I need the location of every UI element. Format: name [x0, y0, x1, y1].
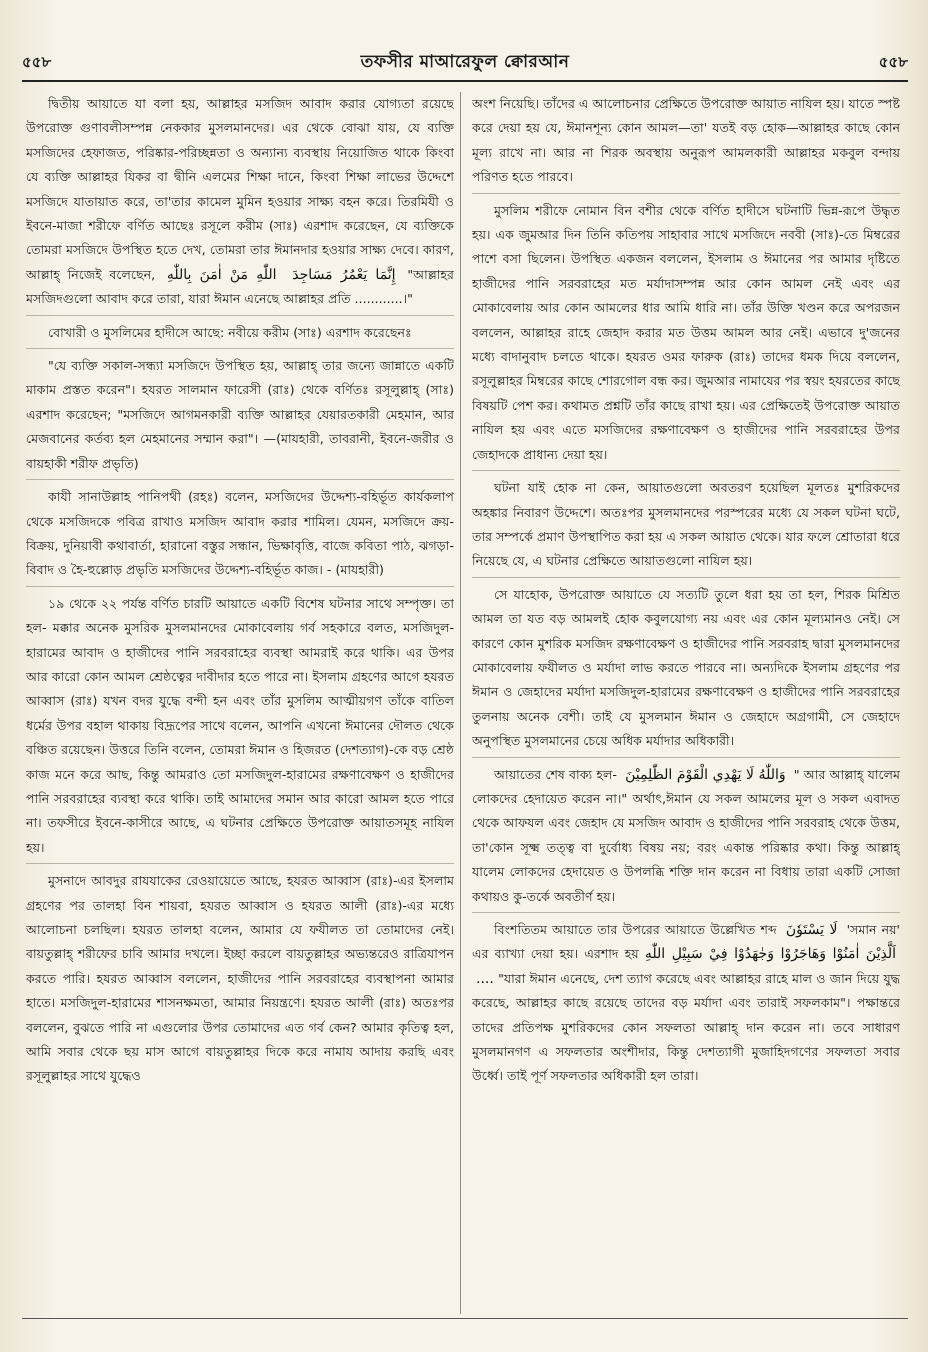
- paragraph: মুসনাদে আবদুর রাযযাকের রেওয়ায়েতে আছে, হযরত আব্বাস (রাঃ)-এর ইসলাম গ্রহণের পর তালহা বিন শায়বা, হযরত আব্বাস ও হযরত আলী (রাঃ)-এর মধ্যে আলোচনা চলছিল। হযরত তালহা বলেন, আমার যে ফযীলত তা তোমাদের নেই। বায়তুল্লাহ্ শরীফের চাবি আমার দখলে। ইচ্ছা করলে বায়তুল্লাহর অভ্যন্তরেও রাত্রিযাপন করতে পারি। হযরত আব্বাস বললেন, হাজীদের পানি সরবরাহের ব্যবস্থাপনা আমার হাতে। মসজিদুল-হারামের শাসনক্ষমতা, আমার নিয়ন্ত্রণে। হযরত আলী (রাঃ) অতঃপর বললেন, বুঝতে পারি না এগুলোর উপর তোমাদের এত গর্ব কেন? আমার কৃতিত্ব হল, আমি সবার থেকে ছয় মাস আগে বায়তুল্লাহর দিকে করে নামায আদায় করছি এবং রসূলুল্লাহর সাথে যুদ্ধেও: [26, 873, 454, 1084]
- arabic-verse: وَاللّٰهُ لَا يَهْدِي الْقَوْمَ الظّٰلِمِيْنَ: [625, 766, 786, 783]
- paragraph: দ্বিতীয় আয়াতে যা বলা হয়, আল্লাহর মসজিদ আবাদ করার যোগ্যতা রয়েছে উপরোক্ত গুণাবলীসম্পন্ন নেককার মুসলমানদের। এর থেকে বোঝা যায়, যে ব্যক্তি মসজিদের হেফাজত, পরিষ্কার-পরিচ্ছন্নতা ও অন্যান্য ব্যবস্থায় নিয়োজিত থাকে কিংবা যে ব্যক্তি আল্লাহর যিকর বা দ্বীনি এলমের শিক্ষা দানে, কিংবা শিক্ষা লাভের উদ্দেশে মসজিদে যাতায়াত করে, তা'তার কামেল মুমিন হওয়ার সাক্ষ্য বহন করে। তিরমিযী ও ইবনে-মাজা শরীফে বর্ণিত আছেঃ রসূলে করীম (সাঃ) এরশাদ করেছেন, যে ব্যক্তিকে তোমরা মসজিদে উপস্থিত হতে দেখ, তোমরা তার ঈমানদার হওয়ার সাক্ষ্য দেবে। কারণ, আল্লাহ্ নিজেই বলেছেন, إِنَّمَا يَعْمُرُ مَسَاجِدَ اللّٰهِ مَنْ اٰمَنَ بِاللّٰهِ "আল্লাহর মসজিদগুলো আবাদ করে তারা, যারা ঈমান এনেছে আল্লাহর প্রতি ............।": [26, 92, 454, 316]
- right-column: [472, 92, 900, 1314]
- footer-rule: [22, 1318, 908, 1319]
- paragraph: বোখারী ও মুসলিমের হাদীসে আছে: নবীয়ে করীম (সাঃ) এরশাদ করেছেনঃ: [26, 321, 454, 349]
- paragraph: সে যাহোক, উপরোক্ত আয়াতে যে সত্যটি তুলে ধরা হয় তা হল, শিরক মিশ্রিত আমল তা যত বড় আমলই হোক কবুলযোগ্য নয় এবং এর কোন মূল্যমানও নেই। সে কারণে কোন মুশরিক মসজিদ রক্ষণাবেক্ষণ ও হাজীদের পানি সরবরাহ দ্বারা মুসলমানদের মোকাবেলায় ফযীলত ও মর্যাদা লাভ করতে পারবে না। অন্যদিকে ইসলাম গ্রহণের পর ঈমান ও জেহাদের মর্যাদা মসজিদুল-হারামের রক্ষণাবেক্ষণ ও হাজীদের পানি সরবরাহের তুলনায় অনেক বেশী। তাই যে মুসলমান ঈমান ও জেহাদে অগ্রগামী, সে জেহাদে অনুপস্থিত মুসলমানের চেয়ে অধিক মর্যাদার অধিকারী।: [472, 583, 900, 758]
- paragraph: ১৯ থেকে ২২ পর্যন্ত বর্ণিত চারটি আয়াতে একটি বিশেষ ঘটনার সাথে সম্পৃক্ত। তা হল- মক্কার অনেক মুসরিক মুসলমানদের মোকাবেলায় গর্ব সহকারে বলত, মসজিদুল-হারামের আবাদ ও হাজীদের পানি সরবরাহের ব্যবস্থা আমরাই করে থাকি। এর উপর আর কারো কোন আমল শ্রেষ্ঠত্বের দাবীদার হতে পারে না। ইসলাম গ্রহণের আগে হযরত আব্বাস (রাঃ) যখন বদর যুদ্ধে বন্দী হন এবং তাঁর মুসলিম আত্মীয়গণ তাঁকে বাতিল ধর্মের উপর বহাল থাকায় বিদ্রূপের সাথে বলেন, আপনি এখনো ঈমানের দৌলত থেকে বঞ্চিত রয়েছেন। উত্তরে তিনি বলেন, তোমরা ঈমান ও হিজরত (দেশত্যাগ)-কে বড় শ্রেষ্ঠ কাজ মনে করে আছ, কিন্তু আমরাও তো মসজিদুল-হারামের রক্ষণাবেক্ষণ ও হাজীদের পানি সরবরাহের ব্যবস্থা করে থাকি। তাই আমাদের সমান আর কারো আমল হতে পারে না। তফসীরে ইবনে-কাসীরে আছে, এ ঘটনার প্রেক্ষিতে উপরোক্ত আয়াতসমূহ নাযিল হয়।: [26, 592, 454, 864]
- paragraph: বিংশতিতম আয়াতে তার উপরের আয়াতে উল্লেখিত শব্দ لَا يَسْتَوٗنَ 'সমান নয়' এর ব্যাখ্যা দেয়া হয়। এরশাদ হয় اَلَّذِيْنَ اٰمَنُوْا وَهَاجَرُوْا وَجٰهَدُوْا فِيْ سَبِيْلِ اللّٰهِ .... "যারা ঈমান এনেছে, দেশ ত্যাগ করেছে এবং আল্লাহর রাহে মাল ও জান দিয়ে যুদ্ধ করেছে, আল্লাহর কাছে রয়েছে তাদের বড় মর্যাদা এবং তারাই সফলকাম"। পক্ষান্তরে তাদের প্রতিপক্ষ মুশরিকদের কোন সফলতা আল্লাহ্ দান করেন না। তবে সাধারণ মুসলমানগণ এ সফলতার অংশীদার, কিন্তু দেশত্যাগী মুজাহিদগণের সফলতা সবার উর্ধ্বে। তাই পূর্ণ সফলতার অধিকারী হল তারা।: [472, 922, 900, 1084]
- running-title: তফসীর মাআরেফুল ক্বোরআন: [360, 52, 570, 72]
- arabic-verse: لَا يَسْتَوٗنَ: [785, 922, 838, 938]
- page-number-right: ৫৫৮: [878, 52, 908, 71]
- paragraph: মুসলিম শরীফে নোমান বিন বশীর থেকে বর্ণিত হাদীসে ঘটনাটি ভিন্ন-রূপে উদ্ধৃত হয়। এক জুমআর দিন তিনি কতিপয় সাহাবার সাথে মসজিদে নববী (সাঃ)-তে মিম্বরের পাশে বসা ছিলেন। উপস্থিত একজন বললেন, ইসলাম ও ঈমানের পর আমার দৃষ্টিতে হাজীদের পানি সরবরাহের মত মর্যাদাসম্পন্ন আর কোন আমল নেই এবং এর মোকাবেলায় আর কোন আমলের ধার আমি ধারি না। তাঁর উক্তি খণ্ডন করে অপরজন বললেন, আল্লাহর রাহে জেহাদ করার মত উত্তম আমল আর নেই। এভাবে দু'জনের মধ্যে বাদানুবাদ চলতে থাকে। হযরত ওমর ফারুক (রাঃ) তাদের ধমক দিয়ে বললেন, রসূলুল্লাহর মিম্বরের কাছে শোরগোল বন্ধ কর। জুমআর নামাযের পর স্বয়ং হযরতের কাছে বিষয়টি পেশ কর। কথামত প্রশ্নটি তাঁর কাছে রাখা হয়। এর প্রেক্ষিতেই উপরোক্ত আয়াত নাযিল হয় এবং এতে মসজিদের রক্ষণাবেক্ষণ ও হাজীদের পানি সরবরাহের উপর জেহাদকে প্রাধান্য দেয়া হয়।: [472, 199, 900, 471]
- paragraph: ঘটনা যাই হোক না কেন, আয়াতগুলো অবতরণ হয়েছিল মূলতঃ মুশরিকদের অহঙ্কার নিবারণ উদ্দেশে। অতঃপর মুসলমানদের পরস্পরের মধ্যে যে সকল ঘটনা ঘটে, তার সম্পর্কে প্রমাণ উপস্থাপিত করা হয় এ সকল আয়াত থেকে। যার ফলে শ্রোতারা ধরে নিয়েছে যে, এ ঘটনার প্রেক্ষিতে আয়াতগুলো নাযিল হয়।: [472, 476, 900, 578]
- paragraph: "যে ব্যক্তি সকাল-সন্ধ্যা মসজিদে উপস্থিত হয়, আল্লাহ্ তার জন্যে জান্নাতে একটি মাকাম প্রস্তত করেন"। হযরত সালমান ফারেসী (রাঃ) থেকে বর্ণিতঃ রসূলুল্লাহ্ (সাঃ) এরশাদ করেছেন; "মসজিদে আগমনকারী ব্যক্তি আল্লাহর যেয়ারতকারী মেহমান, আর মেজবানের কর্তব্য হল মেহমানের সম্মান করা"। —(মাযহারী, তাবরানী, ইবনে-জরীর ও বায়হাকী শরীফ প্রভৃতি): [26, 354, 454, 480]
- page-number-left: ৫৫৮: [22, 52, 52, 71]
- running-header: [22, 46, 908, 80]
- verse-translation: "আল্লাহর মসজিদগুলো আবাদ করে তারা, যারা ঈমান এনেছে আল্লাহর প্রতি ............।": [26, 266, 454, 307]
- column-divider: [460, 92, 461, 1314]
- arabic-verse: إِنَّمَا يَعْمُرُ مَسَاجِدَ: [292, 266, 396, 283]
- header-rule: [22, 80, 908, 82]
- left-column: [26, 92, 454, 1314]
- arabic-verse: اللّٰهِ مَنْ اٰمَنَ بِاللّٰهِ: [166, 266, 277, 283]
- paragraph: কাযী সানাউল্লাহ পানিপথী (রহঃ) বলেন, মসজিদের উদ্দেশ্য-বহির্ভূত কার্যকলাপ থেকে মসজিদকে পবিত্র রাখাও মসজিদ আবাদ করার শামিল। যেমন, মসজিদে ক্রয়-বিক্রয়, দুনিয়াবী কথাবার্তা, হারানো বস্তুর সন্ধান, ভিক্ষাবৃত্তি, বাজে কবিতা পাঠ, ঝগড়া-বিবাদ ও হৈ-হুল্লোড় প্রভৃতি মসজিদের উদ্দেশ্য-বহির্ভূত কাজ। - (মাযহারী): [26, 485, 454, 587]
- arabic-verse: اَلَّذِيْنَ اٰمَنُوْا وَهَاجَرُوْا وَجٰهَدُوْا فِيْ سَبِيْلِ اللّٰهِ ....: [476, 946, 896, 987]
- paragraph: অংশ নিয়েছি। তাঁদের এ আলোচনার প্রেক্ষিতে উপরোক্ত আয়াত নাযিল হয়। যাতে স্পষ্ট করে দেয়া হয় যে, ঈমানশূন্য কোন আমল—তা' যতই বড় হোক—আল্লাহর কাছে কোন মূল্য রাখে না। আর না শিরক অবস্থায় অনুরূপ আমলকারী আল্লাহর মকবুল বন্দায় পরিণত হতে পারবে।: [472, 92, 900, 194]
- paragraph: আয়াতের শেষ বাক্য হল- وَاللّٰهُ لَا يَهْدِي الْقَوْمَ الظّٰلِمِيْنَ " আর আল্লাহ্ যালেম লোকদের হেদায়েত করেন না।" অর্থাৎ,ঈমান যে সকল আমলের মূল ও সকল এবাদত থেকে আফযল এবং জেহাদ যে মসজিদ আবাদ ও হাজীদের পানি সরবরাহ থেকে উত্তম, তা'কোন সূক্ষ্ম তত্ত্ব বা দুর্বোধ্য বিষয় নয়; বরং একান্ত পরিষ্কার কথা। কিন্তু আল্লাহ্ যালেম লোকদের হেদায়েত ও উপলব্ধি শক্তি দান করেন না বিধায় তারা একটি সোজা কথায়ও কু-তর্কে অবতীর্ণ হয়।: [472, 763, 900, 913]
